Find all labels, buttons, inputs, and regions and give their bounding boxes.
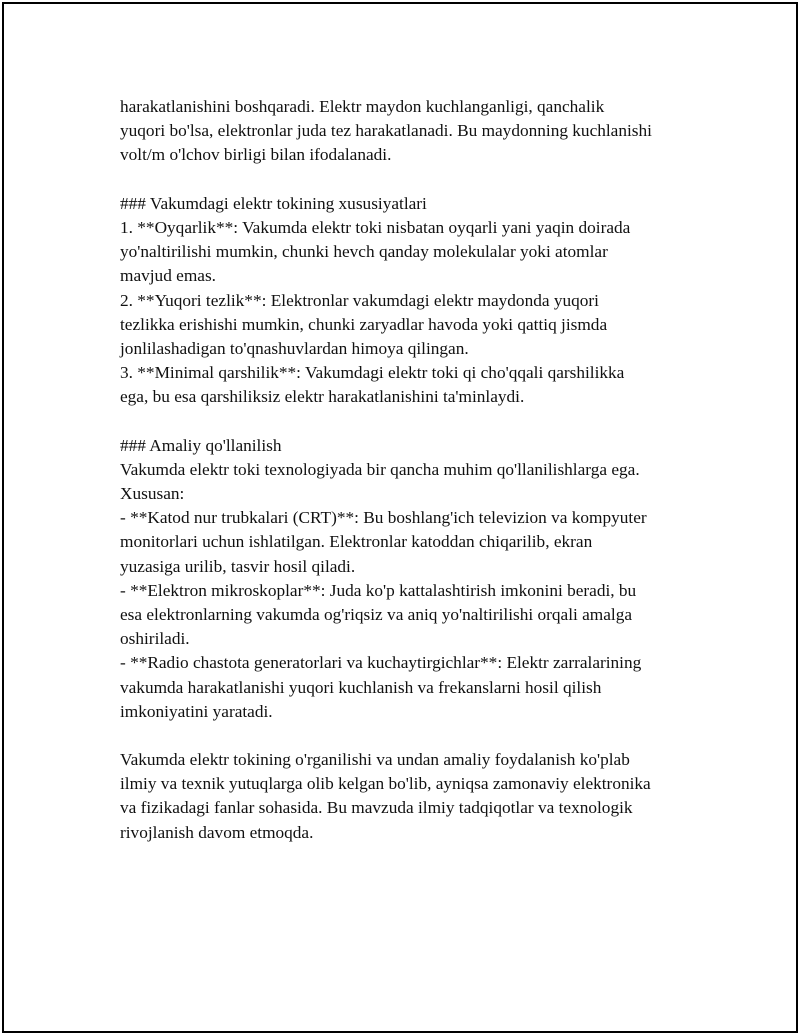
applications-section: [120, 434, 700, 724]
text-line: mavjud emas.: [120, 266, 216, 286]
text-line: Xususan:: [120, 484, 185, 503]
text-line: rivojlanish davom etmoqda.: [120, 822, 314, 842]
text-line: Vakumda elektr toki texnologiyada bir qancha muhim qo'llanilishlarga ega.: [120, 459, 640, 479]
document-page: [2, 2, 798, 1033]
text-line: va fizikadagi fanlar sohasida. Bu mavzuda ilmiy tadqiqotlar va texnologik: [120, 798, 633, 818]
text-line: ega, bu esa qarshiliksiz elektr harakatlanishini ta'minlaydi.: [120, 387, 525, 407]
text-line: 2. **Yuqori tezlik**: Elektronlar vakumdagi elektr maydonda yuqori: [120, 290, 599, 310]
text-line: 1. **Oyqarlik**: Vakumda elektr toki nisbatan oyqarli yani yaqin doirada: [120, 217, 631, 237]
text-line: tezlikka erishishi mumkin, chunki zaryadlar havoda yoki qattiq jismda: [120, 314, 608, 334]
section-heading: ### Vakumdagi elektr tokining xususiyatlari: [120, 193, 427, 213]
text-line: Vakumda elektr tokining o'rganilishi va undan amaliy foydalanish ko'plab: [120, 750, 630, 770]
text-line: jonlilashadigan to'qnashuvlardan himoya qilingan.: [120, 338, 469, 358]
text-line: monitorlari uchun ishlatilgan. Elektronlar katoddan chiqarilib, ekran: [120, 532, 593, 552]
text-line: - **Katod nur trubkalari (CRT)**: Bu boshlang'ich televizion va kompyuter: [120, 508, 647, 528]
section-heading: ### Amaliy qo'llanilish: [120, 435, 282, 455]
text-line: esa elektronlarning vakumda og'riqsiz va aniq yo'naltirilishi orqali amalga: [120, 604, 633, 624]
intro-paragraph: [120, 95, 700, 168]
document-body: [120, 95, 700, 845]
conclusion-paragraph: [120, 748, 700, 845]
text-line: oshiriladi.: [120, 629, 190, 649]
text-line: - **Elektron mikroskoplar**: Juda ko'p kattalashtirish imkonini beradi, bu: [120, 580, 637, 600]
text-line: - **Radio chastota generatorlari va kuchaytirgichlar**: Elektr zarralarining: [120, 653, 642, 673]
text-line: 3. **Minimal qarshilik**: Vakumdagi elektr toki qi cho'qqali qarshilikka: [120, 363, 625, 383]
text-line: yuqori bo'lsa, elektronlar juda tez harakatlanadi. Bu maydonning kuchlanishi: [120, 121, 652, 141]
text-line: yo'naltirilishi mumkin, chunki hevch qanday molekulalar yoki atomlar: [120, 242, 608, 262]
text-line: harakatlanishini boshqaradi. Elektr maydon kuchlanganligi, qanchalik: [120, 97, 605, 116]
paragraph-spacer: [120, 168, 700, 192]
paragraph-spacer: [120, 724, 700, 748]
text-line: vakumda harakatlanishi yuqori kuchlanish va frekanslarni hosil qilish: [120, 677, 602, 697]
properties-section: [120, 192, 700, 410]
text-line: volt/m o'lchov birligi bilan ifodalanadi.: [120, 145, 392, 165]
text-line: yuzasiga urilib, tasvir hosil qiladi.: [120, 556, 356, 576]
paragraph-spacer: [120, 409, 700, 433]
text-line: imkoniyatini yaratadi.: [120, 701, 273, 721]
text-line: ilmiy va texnik yutuqlarga olib kelgan bo'lib, ayniqsa zamonaviy elektronika: [120, 774, 651, 794]
